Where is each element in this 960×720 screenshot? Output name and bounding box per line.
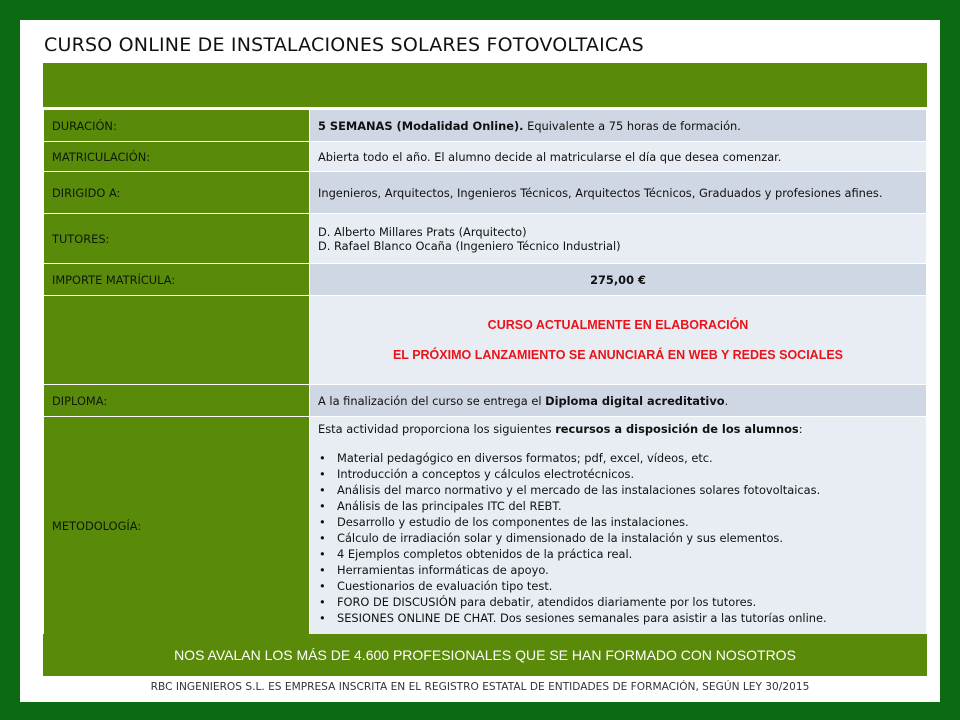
footer-note: RBC INGENIEROS S.L. ES EMPRESA INSCRITA EN EL REGISTRO ESTATAL DE ENTIDADES DE FORMACIÓN, SEGÚN LEY 30/2015	[150, 681, 810, 693]
duracion-bold: 5 SEMANAS (Modalidad Online).	[318, 118, 524, 133]
intro-bold: recursos a disposición de los alumnos	[555, 422, 799, 436]
list-item: • SESIONES ONLINE DE CHAT. Dos sesiones semanales para asistir a las tutorías online.	[318, 610, 918, 626]
row-tutores	[44, 214, 927, 264]
label-aviso-empty	[44, 296, 310, 385]
diploma-text: A la finalización del curso se entrega el	[318, 393, 546, 408]
label-metodologia: METODOLOGÍA:	[44, 417, 310, 635]
intro-end: :	[798, 422, 803, 436]
row-diploma	[44, 385, 927, 417]
tutor-1: D. Alberto Millares Prats (Arquitecto)	[318, 224, 527, 239]
row-matriculacion	[44, 142, 927, 172]
endorsement-banner: NOS AVALAN LOS MÁS DE 4.600 PROFESIONALES QUE SE HAN FORMADO CON NOSOTROS	[43, 634, 927, 676]
row-dirigido	[44, 172, 927, 214]
metodologia-intro	[318, 422, 918, 436]
aviso-line-1: CURSO ACTUALMENTE EN ELABORACIÓN	[487, 318, 749, 332]
list-item: • Análisis de las principales ITC del REBT.	[318, 498, 918, 514]
row-importe	[44, 264, 927, 296]
header-band	[43, 63, 927, 107]
label-diploma: DIPLOMA:	[44, 385, 310, 417]
value-diploma	[310, 385, 927, 417]
page-title: CURSO ONLINE DE INSTALACIONES SOLARES FOTOVOLTAICAS	[44, 34, 644, 56]
label-importe: IMPORTE MATRÍCULA:	[44, 264, 310, 296]
value-dirigido: Ingenieros, Arquitectos, Ingenieros Técnicos, Arquitectos Técnicos, Graduados y profesiones afines.	[310, 172, 927, 214]
row-metodologia	[44, 417, 927, 635]
duracion-text: Equivalente a 75 horas de formación.	[523, 118, 741, 133]
label-matriculacion: MATRICULACIÓN:	[44, 142, 310, 172]
tutor-2: D. Rafael Blanco Ocaña (Ingeniero Técnico Industrial)	[318, 238, 621, 253]
row-aviso	[44, 296, 927, 385]
value-duracion	[310, 110, 927, 142]
list-item: • Desarrollo y estudio de los componentes de las instalaciones.	[318, 514, 918, 530]
value-aviso	[310, 296, 927, 385]
label-tutores: TUTORES:	[44, 214, 310, 264]
course-info-table	[43, 109, 927, 635]
list-item: • Análisis del marco normativo y el mercado de las instalaciones solares fotovoltaicas.	[318, 482, 918, 498]
list-item: • Cuestionarios de evaluación tipo test.	[318, 578, 918, 594]
list-item: • 4 Ejemplos completos obtenidos de la práctica real.	[318, 546, 918, 562]
value-matriculacion: Abierta todo el año. El alumno decide al matricularse el día que desea comenzar.	[310, 142, 927, 172]
course-sheet	[20, 20, 940, 702]
label-dirigido: DIRIGIDO A:	[44, 172, 310, 214]
list-item: • Herramientas informáticas de apoyo.	[318, 562, 918, 578]
list-item: • FORO DE DISCUSIÓN para debatir, atendidos diariamente por los tutores.	[318, 594, 918, 610]
list-item: • Cálculo de irradiación solar y dimensionado de la instalación y sus elementos.	[318, 530, 918, 546]
row-duracion	[44, 110, 927, 142]
resources-list	[318, 450, 918, 626]
list-item: • Material pedagógico en diversos formatos; pdf, excel, vídeos, etc.	[318, 450, 918, 466]
value-importe: 275,00 €	[310, 264, 927, 296]
value-metodologia	[310, 417, 927, 635]
list-item: • Introducción a conceptos y cálculos electrotécnicos.	[318, 466, 918, 482]
intro-text: Esta actividad proporciona los siguientes	[318, 422, 556, 436]
aviso-line-2: EL PRÓXIMO LANZAMIENTO SE ANUNCIARÁ EN WEB Y REDES SOCIALES	[392, 348, 844, 362]
diploma-bold: Diploma digital acreditativo	[545, 393, 725, 408]
label-duracion: DURACIÓN:	[44, 110, 310, 142]
diploma-end: .	[724, 393, 729, 408]
value-tutores	[310, 214, 927, 264]
